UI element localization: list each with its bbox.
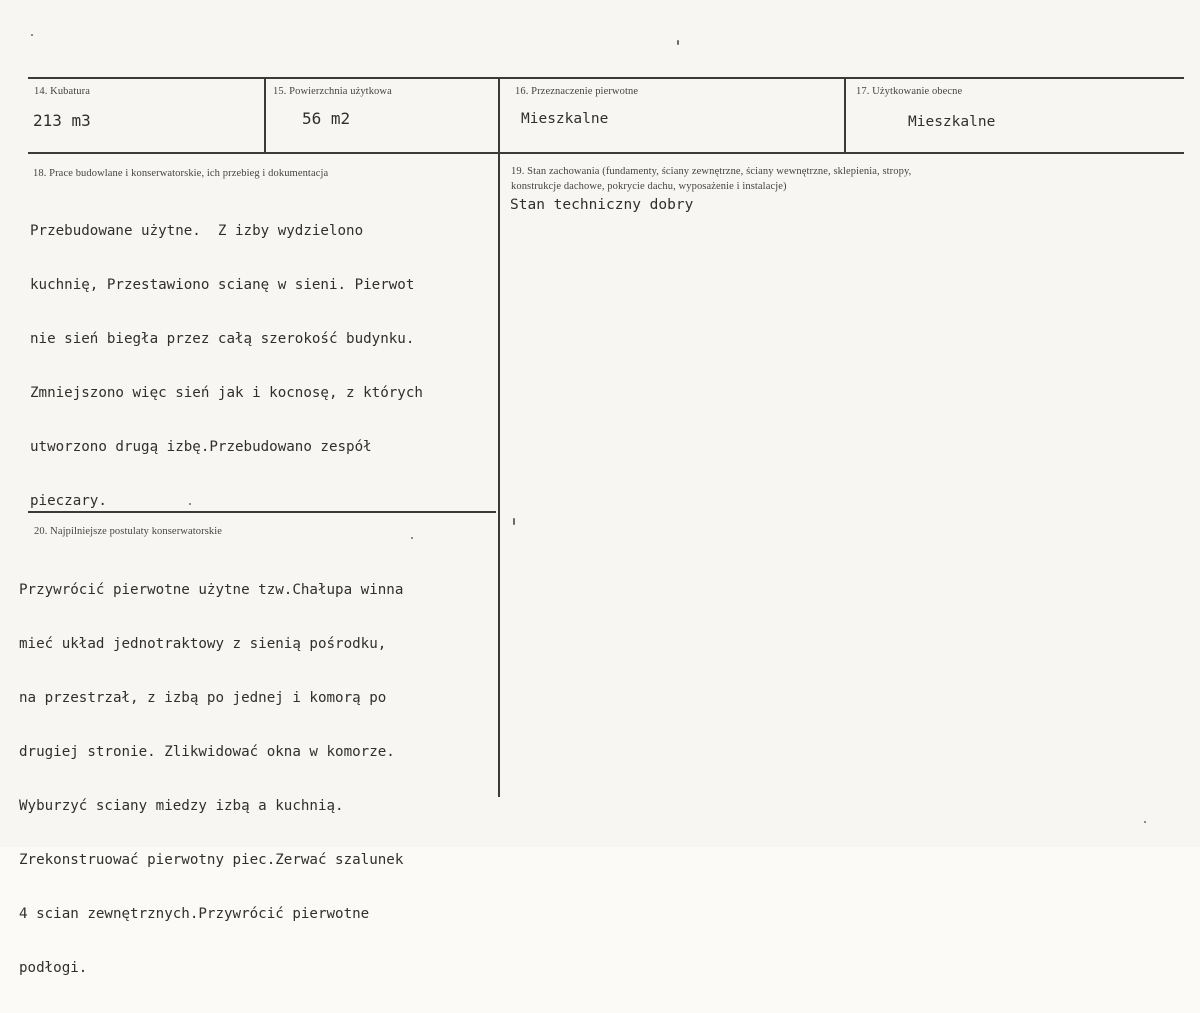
paper-speck: [189, 503, 191, 505]
paper-speck: [31, 34, 33, 36]
field-17-label: 17. Użytkowanie obecne: [856, 86, 963, 97]
field-16-value: Mieszkalne: [521, 111, 609, 127]
field-19-label-line-2: konstrukcje dachowe, pokrycie dachu, wyposażenie i instalacje): [511, 181, 787, 192]
field-19-value: Stan techniczny dobry: [510, 197, 694, 213]
field-18-line: pieczary.: [30, 493, 107, 509]
field-18-line: nie sień biegła przez całą szerokość budynku.: [30, 331, 415, 347]
field-18-text: [30, 186, 423, 546]
field-18-line: Zmniejszono więc sień jak i kocnosę, z których: [30, 385, 423, 401]
row-divider-1: [28, 152, 1184, 154]
field-20-line: na przestrzał, z izbą po jednej i komorą po: [19, 690, 387, 706]
field-20-line: 4 scian zewnętrznych.Przywrócić pierwotne: [19, 906, 370, 922]
col-divider-2: [498, 78, 500, 797]
field-20-line: mieć układ jednotraktowy z sienią pośrodku,: [19, 636, 387, 652]
field-20-line: Zrekonstruować pierwotny piec.Zerwać szalunek: [19, 852, 404, 868]
field-17-value: Mieszkalne: [908, 114, 996, 130]
field-16-label: 16. Przeznaczenie pierwotne: [515, 86, 639, 97]
field-15-label: 15. Powierzchnia użytkowa: [273, 86, 392, 97]
field-18-line: Przebudowane użytne. Z izby wydzielono: [30, 223, 364, 239]
field-14-value: 213 m3: [33, 111, 91, 130]
field-20-line: drugiej stronie. Zlikwidować okna w komorze.: [19, 744, 395, 760]
field-20-text: [19, 545, 403, 1013]
field-18-label: 18. Prace budowlane i konserwatorskie, ich przebieg i dokumentacja: [33, 168, 329, 179]
field-18-line: kuchnię, Przestawiono scianę w sieni. Pierwot: [30, 277, 415, 293]
field-20-label: 20. Najpilniejsze postulaty konserwatorskie: [34, 526, 223, 537]
top-rule: [28, 77, 1184, 79]
field-19-label-line-1: 19. Stan zachowania (fundamenty, ściany zewnętrzne, ściany wewnętrzne, sklepienia, stropy,: [511, 166, 912, 177]
col-divider-1: [264, 78, 266, 152]
field-15-value: 56 m2: [302, 109, 351, 128]
paper-speck: [1144, 821, 1146, 823]
field-18-line: utworzono drugą izbę.Przebudowano zespół: [30, 439, 372, 455]
field-14-label: 14. Kubatura: [34, 86, 91, 97]
paper-speck: [513, 518, 515, 525]
paper-speck: [677, 40, 679, 45]
field-20-line: Przywrócić pierwotne użytne tzw.Chałupa winna: [19, 582, 404, 598]
col-divider-3: [844, 78, 846, 152]
paper-speck: [411, 537, 413, 539]
field-20-line: Wyburzyć sciany miedzy izbą a kuchnią.: [19, 798, 344, 814]
field-20-line: podłogi.: [19, 960, 88, 976]
